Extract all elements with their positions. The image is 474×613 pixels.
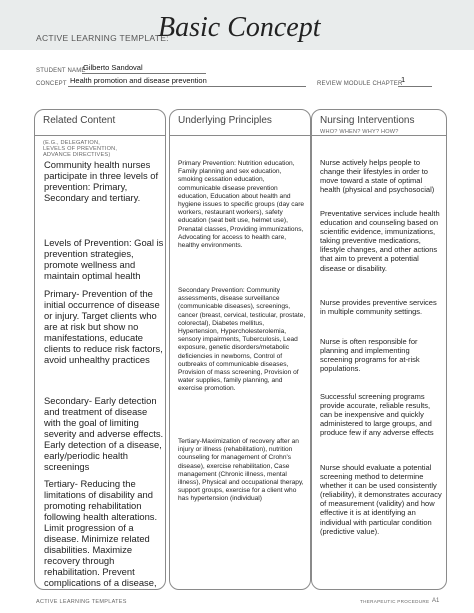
principles-paragraph[interactable]: Tertiary-Maximization of recovery after an injury or illness (rehabilitation), nutrition counseling for management of Crohn's disease), exercise rehabilitation, Case management (Chronic illness, mental illness), Physical and occupational therapy, support groups, exercise for a client who has hypertension (individual)	[178, 438, 304, 503]
template-header	[0, 0, 474, 50]
related-paragraph[interactable]: Levels of Prevention: Goal is prevention strategies, promote wellness and maintain optimal health	[44, 237, 164, 281]
interventions-paragraph[interactable]: Nurse actively helps people to change their lifestyles in order to move toward a state of optimal health (physical and psychosocial)	[320, 158, 435, 195]
principles-paragraph[interactable]: Secondary Prevention: Community assessments, disease surveillance (communicable diseases), screenings, cancer (breast, cervical, testicular, prostate, colorectal), Diabetes mellitus, Hypertension, Hypercholesterolemia, sensory impairments, Tuberculosis, Lead exposure, genetic disorders/metabolic deficiencies in newborns, Control of outbreaks of communicable diseases, Provision of mass screening, Provision of water supplies, family planning, and exercise promotion.	[178, 287, 306, 393]
footer-right-label: THERAPEUTIC PROCEDURE	[360, 599, 430, 604]
concept-underline	[68, 86, 306, 87]
interventions-paragraph[interactable]: Preventative services include health education and counseling based on scientific evidence, immunizations, taking preventive medications, lifestyle changes, and other actions that aim to prevent a potential disease or disability.	[320, 209, 440, 273]
footer-page-number: A1	[432, 598, 440, 604]
student-name-label: STUDENT NAME	[36, 68, 86, 74]
nursing-interventions-title: Nursing Interventions	[320, 115, 415, 126]
related-paragraph[interactable]: Community health nurses participate in three levels of prevention: Primary, Secondary and tertiary.	[44, 159, 159, 203]
interventions-paragraph[interactable]: Successful screening programs provide accurate, reliable results, can be inexpensive and quickly administered to large groups, and produce few if any adverse effects	[320, 392, 434, 438]
related-content-box	[34, 109, 166, 590]
template-name: Basic Concept	[158, 12, 321, 43]
student-name-value[interactable]: Gilberto Sandoval	[83, 63, 143, 72]
chapter-label: REVIEW MODULE CHAPTER	[317, 81, 403, 87]
principles-paragraph[interactable]: Primary Prevention: Nutrition education, Family planning and sex education, smoking cessation education, communicable disease prevention education, Education about health and hygiene issues to specific groups (day care workers, restaurant workers), safety education (seat belt use, helmet use), Prenatal classes, Providing immunizations, Advocating for access to health care, healthy environments.	[178, 160, 305, 250]
underlying-principles-box	[169, 109, 311, 590]
concept-label: CONCEPT	[36, 81, 67, 87]
related-content-title: Related Content	[43, 115, 116, 126]
related-paragraph[interactable]: Secondary- Early detection and treatment of disease with the goal of limiting severity and adverse effects. Early detection of a disease, early/periodic health screenings	[44, 395, 164, 472]
chapter-underline	[398, 86, 432, 87]
template-label: ACTIVE LEARNING TEMPLATE:	[36, 33, 169, 43]
interventions-paragraph[interactable]: Nurse should evaluate a potential screening method to determine whether it can be used consistently (reliability), it demonstrates accuracy of measurement (validity) and how effective it is at identifying an individual with particular condition (predictive value).	[320, 463, 442, 536]
student-name-underline	[82, 73, 206, 74]
footer-left-label: ACTIVE LEARNING TEMPLATES	[36, 599, 127, 605]
interventions-paragraph[interactable]: Nurse is often responsible for planning and implementing screening programs for at-risk populations.	[320, 337, 420, 374]
underlying-principles-title: Underlying Principles	[178, 115, 272, 126]
interventions-paragraph[interactable]: Nurse provides preventive services in multiple community settings.	[320, 298, 437, 317]
underlying-principles-header	[170, 110, 310, 136]
related-content-subtitle: (E.G., DELEGATION, LEVELS OF PREVENTION, ADVANCE DIRECTIVES)	[43, 140, 118, 159]
concept-value[interactable]: Health promotion and disease prevention	[70, 76, 207, 85]
related-paragraph[interactable]: Tertiary- Reducing the limitations of disability and promoting rehabilitation following health alterations. Limit progression of a disease. Minimize related disabilities. Maximize recovery through rehabilitation. Prevent complications of a disease,	[44, 478, 158, 588]
related-content-header	[35, 110, 165, 136]
nursing-interventions-box	[311, 109, 447, 590]
related-paragraph[interactable]: Primary- Prevention of the initial occurrence of disease or injury. Target clients who are at risk but show no manifestations, educate clients to reduce risk factors, avoid unhealthy practices	[44, 288, 163, 365]
chapter-value[interactable]: 1	[401, 75, 406, 84]
nursing-interventions-subtitle: WHO? WHEN? WHY? HOW?	[320, 129, 399, 135]
